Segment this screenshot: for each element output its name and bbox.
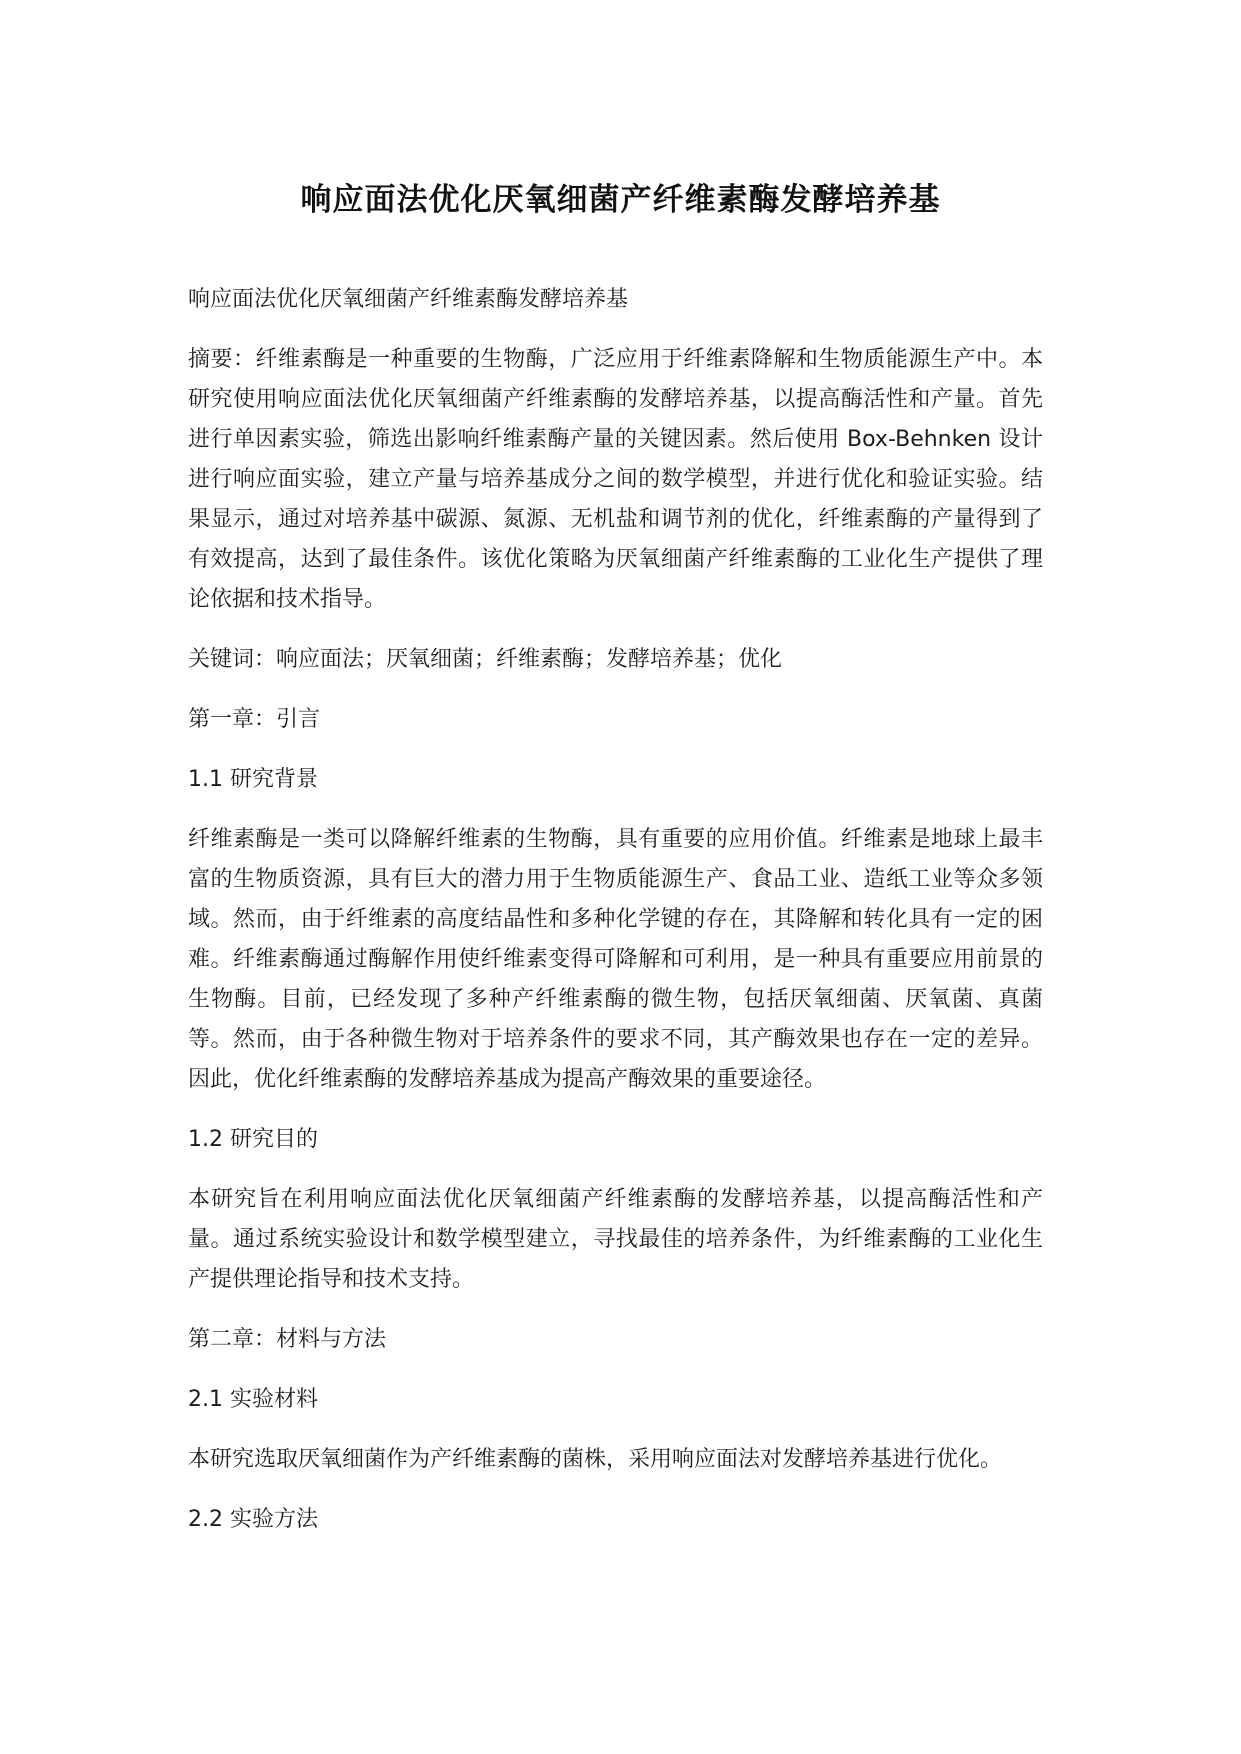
section-1-1-heading: 1.1 研究背景 xyxy=(188,767,318,792)
abstract-paragraph: 摘要：纤维素酶是一种重要的生物酶，广泛应用于纤维素降解和生物质能源生产中。本研究使用响应面法优化厌氧细菌产纤维素酶的发酵培养基，以提高酶活性和产量。首先进行单因素实验，筛选出影响纤维素酶产量的关键因素。然后使用 Box-Behnken 设计进行响应面实验，建立产量与培养基成分之间的数学模型，并进行优化和验证实验。结果显示，通过对培养基中碳源、氮源、无机盐和调节剂的优化，纤维素酶的产量得到了有效提高，达到了最佳条件。该优化策略为厌氧细菌产纤维素酶的工业化生产提供了理论依据和技术指导。 xyxy=(188,347,1043,612)
document-body xyxy=(188,280,1043,1560)
keywords-line: 关键词：响应面法；厌氧细菌；纤维素酶；发酵培养基；优化 xyxy=(188,647,783,672)
section-1-1-paragraph: 纤维素酶是一类可以降解纤维素的生物酶，具有重要的应用价值。纤维素是地球上最丰富的生物质资源，具有巨大的潜力用于生物质能源生产、食品工业、造纸工业等众多领域。然而，由于纤维素的高度结晶性和多种化学键的存在，其降解和转化具有一定的困难。纤维素酶通过酶解作用使纤维素变得可降解和可利用，是一种具有重要应用前景的生物酶。目前，已经发现了多种产纤维素酶的微生物，包括厌氧细菌、厌氧菌、真菌等。然而，由于各种微生物对于培养条件的要求不同，其产酶效果也存在一定的差异。因此，优化纤维素酶的发酵培养基成为提高产酶效果的重要途径。 xyxy=(188,827,1043,1092)
repeated-title: 响应面法优化厌氧细菌产纤维素酶发酵培养基 xyxy=(188,287,629,312)
section-1-2-paragraph: 本研究旨在利用响应面法优化厌氧细菌产纤维素酶的发酵培养基，以提高酶活性和产量。通过系统实验设计和数学模型建立，寻找最佳的培养条件，为纤维素酶的工业化生产提供理论指导和技术支持。 xyxy=(188,1187,1043,1292)
chapter-1-heading: 第一章：引言 xyxy=(188,707,321,732)
chapter-2-heading: 第二章：材料与方法 xyxy=(188,1327,387,1352)
document-title: 响应面法优化厌氧细菌产纤维素酶发酵培养基 xyxy=(300,182,941,218)
section-2-1-heading: 2.1 实验材料 xyxy=(188,1387,318,1412)
section-1-2-heading: 1.2 研究目的 xyxy=(188,1127,318,1152)
section-2-1-paragraph: 本研究选取厌氧细菌作为产纤维素酶的菌株，采用响应面法对发酵培养基进行优化。 xyxy=(188,1447,1003,1472)
section-2-2-heading: 2.2 实验方法 xyxy=(188,1507,318,1532)
